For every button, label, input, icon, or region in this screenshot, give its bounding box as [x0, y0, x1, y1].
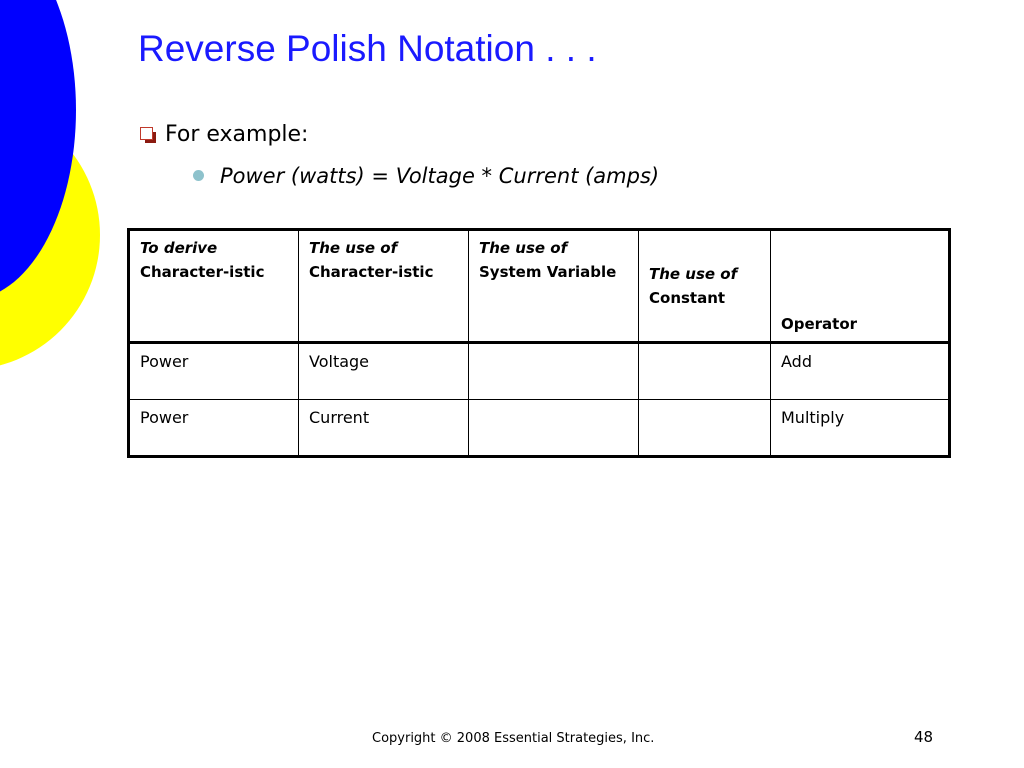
header-cell-use-constant — [639, 230, 771, 343]
dot-bullet-icon — [193, 170, 204, 181]
header-emphasis: The use of — [309, 239, 398, 257]
bullet-level-1-text: For example: — [165, 122, 309, 147]
header-cell-operator — [771, 230, 950, 343]
table-cell: Voltage — [299, 343, 469, 400]
bullet-level-2-text: Power (watts) = Voltage * Current (amps) — [220, 164, 660, 188]
header-emphasis: To derive — [140, 239, 218, 257]
header-label: Constant — [649, 289, 726, 307]
slide-title: Reverse Polish Notation . . . — [138, 28, 597, 69]
header-cell-derive — [129, 230, 299, 343]
header-cell-use-system-variable — [469, 230, 639, 343]
page-number: 48 — [914, 728, 934, 746]
table-cell: Multiply — [771, 400, 950, 457]
header-cell-use-characteristic — [299, 230, 469, 343]
table-row — [129, 343, 950, 400]
bullet-level-1 — [140, 120, 308, 150]
header-label: Character-istic — [309, 263, 434, 281]
table-cell: Power — [129, 343, 299, 400]
header-label: Character-istic — [140, 263, 265, 281]
bullet-level-2 — [193, 162, 659, 190]
table-cell: Power — [129, 400, 299, 457]
table-cell: Current — [299, 400, 469, 457]
table-cell — [639, 400, 771, 457]
header-label: System Variable — [479, 263, 617, 281]
header-label: Operator — [781, 315, 858, 333]
rpn-example-table — [127, 228, 951, 458]
table-header-row — [129, 230, 950, 343]
header-emphasis: The use of — [479, 239, 568, 257]
table-row — [129, 400, 950, 457]
table-cell — [639, 343, 771, 400]
table-cell — [469, 400, 639, 457]
header-emphasis: The use of — [649, 265, 738, 283]
copyright-footer: Copyright © 2008 Essential Strategies, Inc. — [372, 731, 655, 746]
checkbox-bullet-icon — [140, 127, 153, 140]
decorative-circles — [0, 0, 110, 400]
table-cell — [469, 343, 639, 400]
table-cell: Add — [771, 343, 950, 400]
